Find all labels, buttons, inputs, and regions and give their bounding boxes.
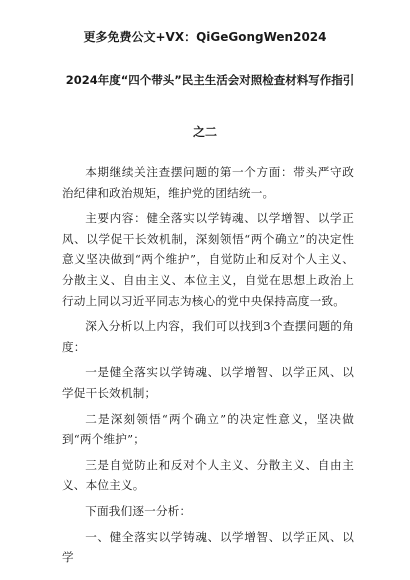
body-paragraph-2: 主要内容：健全落实以学铸魂、以学增智、以学正风、以学促干长效机制，深刻领悟“两个确立”的决定性意义坚决做到“两个维护”，自觉防止和反对个人主义、分散主义、自由主义、本位主义，自觉在思想上政治上行动上同以习近平同志为核心的党中央保持高度一致。 [62,211,354,308]
body-paragraph-4: 一是健全落实以学铸魂、以学增智、以学正风、以学促干长效机制； [62,365,354,400]
body-paragraph-7: 下面我们逐一分析： [85,503,192,518]
document-subtitle: 之二 [192,125,217,139]
body-paragraph-3: 深入分析以上内容，我们可以找到3个查摆问题的角度： [62,319,354,354]
header-promo-text: 更多免费公文+VX：QiGeGongWen2024 [83,30,327,44]
body-paragraph-5: 二是深刻领悟“两个确立”的决定性意义，坚决做到“两个维护”； [62,411,354,447]
body-paragraph-1: 本期继续关注查摆问题的第一个方面：带头严守政治纪律和政治规矩，维护党的团结统一。 [62,165,354,200]
body-paragraph-6: 三是自觉防止和反对个人主义、分散主义、自由主义、本位主义。 [62,457,354,493]
document-body [62,162,354,573]
body-paragraph-8: 一、健全落实以学铸魂、以学增智、以学正风、以学 [62,529,354,565]
document-title: 2024年度“四个带头”民主生活会对照检查材料写作指引 [65,73,355,87]
